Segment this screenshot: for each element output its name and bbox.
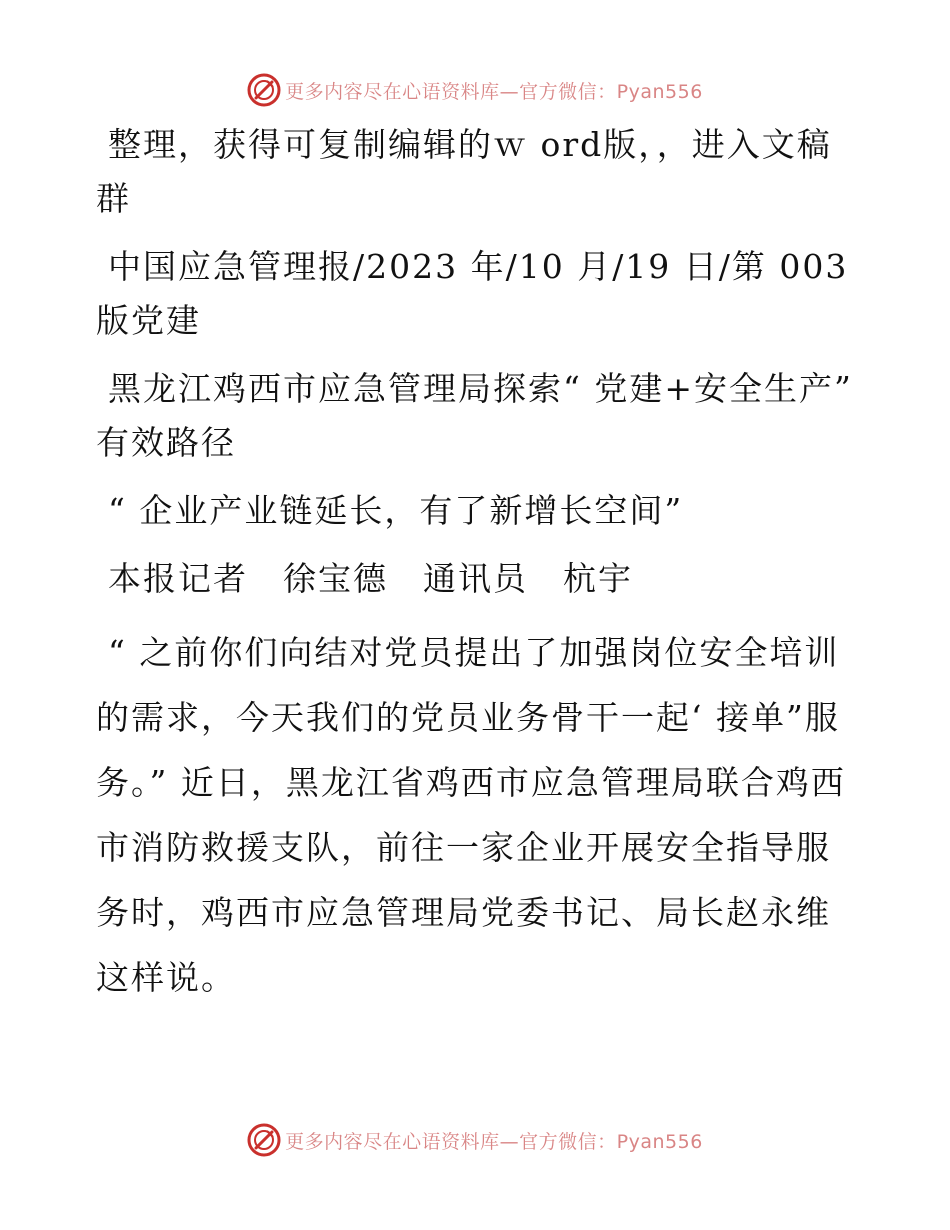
seal-logo-icon bbox=[247, 1123, 281, 1157]
header-watermark bbox=[0, 70, 950, 110]
intro-note: 整理，获得可复制编辑的ｗ ord版，，进入文稿群 bbox=[96, 125, 832, 218]
footer-watermark bbox=[0, 1120, 950, 1160]
body-paragraph: “ 之前你们向结对党员提出了加强岗位安全培训的需求，今天我们的党员业务骨干一起‘ 接单”服务。” 近日，黑龙江省鸡西市应急管理局联合鸡西市消防救援支队，前往一家企业开展安全指导服务时，鸡西市应急管理局党委书记、局长赵永维这样说。 bbox=[96, 633, 846, 997]
subheadline: “ 企业产业链延长，有了新增长空间” bbox=[108, 491, 684, 530]
headline: 黑龙江鸡西市应急管理局探索“ 党建+安全生产” 有效路径 bbox=[96, 369, 853, 462]
watermark-text: 更多内容尽在心语资料库—官方微信：Pyan556 bbox=[285, 1130, 703, 1153]
seal-logo-icon bbox=[247, 73, 281, 107]
watermark-text: 更多内容尽在心语资料库—官方微信：Pyan556 bbox=[285, 80, 703, 103]
byline: 本报记者 徐宝德 通讯员 杭宇 bbox=[108, 559, 633, 598]
source-line: 中国应急管理报/2023 年/10 月/19 日/第 003 版党建 bbox=[96, 247, 849, 340]
document-body bbox=[96, 118, 856, 1024]
